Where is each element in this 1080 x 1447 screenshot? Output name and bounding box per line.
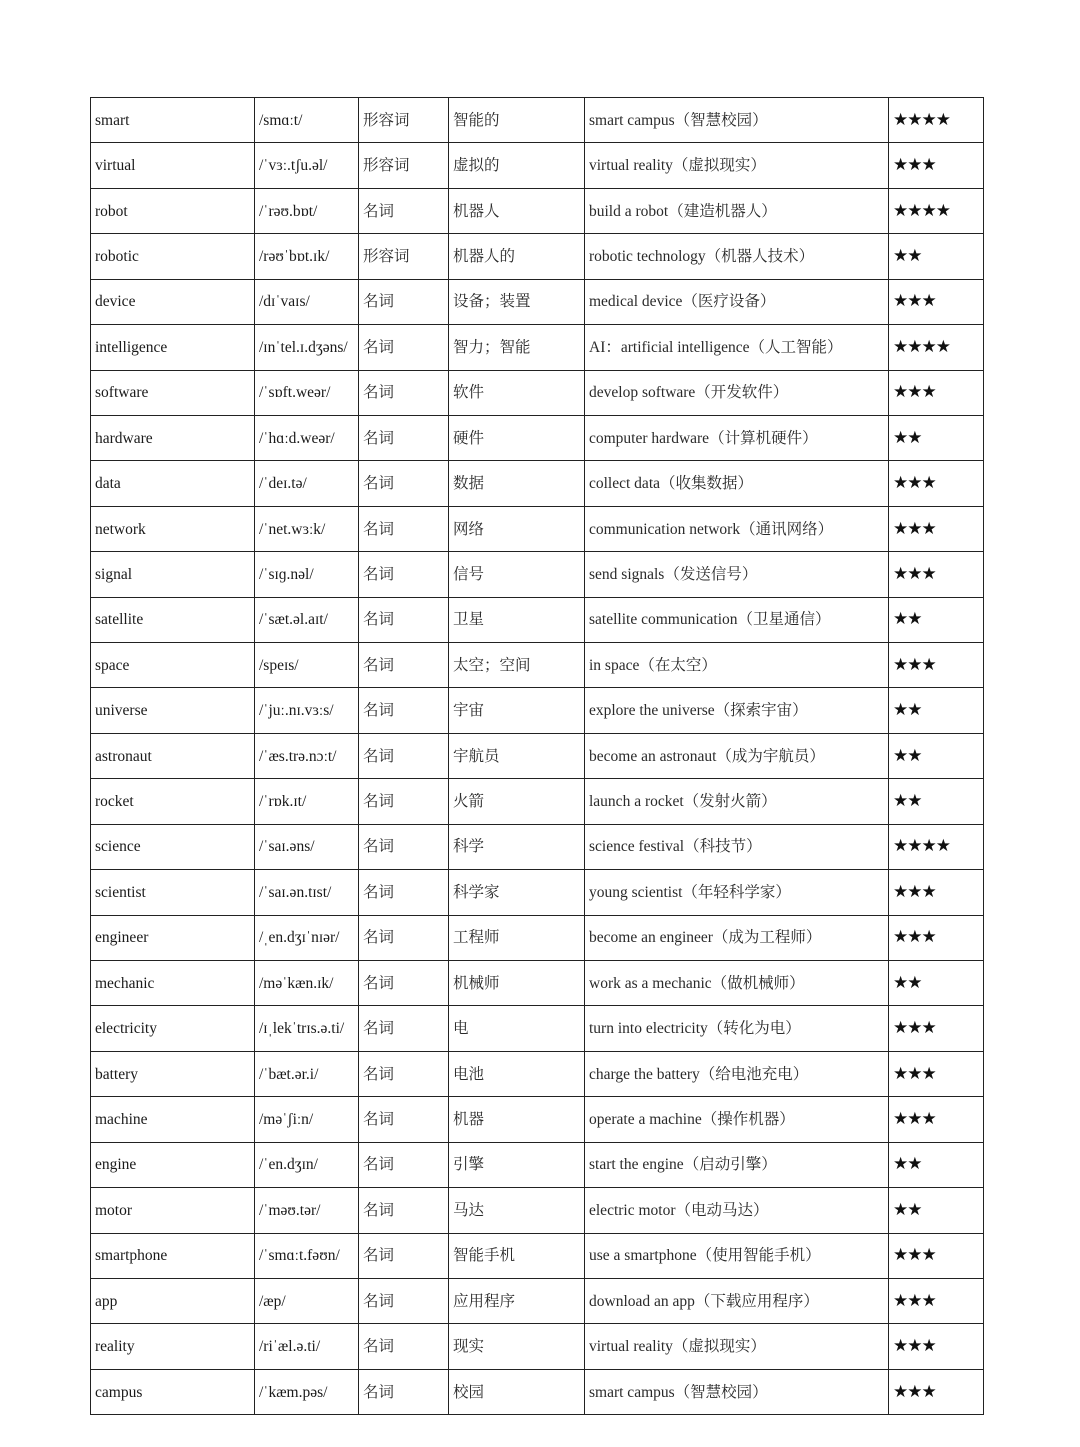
phonetic-cell: /ˈrɒk.ɪt/ (255, 779, 359, 824)
word-cell: electricity (91, 1006, 255, 1051)
table-row (91, 1097, 984, 1142)
phonetic-cell: /ˈsæt.əl.aɪt/ (255, 597, 359, 642)
word-cell: campus (91, 1369, 255, 1414)
phrase-cell: virtual reality（虚拟现实） (585, 143, 889, 188)
part-of-speech-cell: 名词 (359, 870, 449, 915)
phrase-cell: young scientist（年轻科学家） (585, 870, 889, 915)
phonetic-cell: /ˈsmɑːt.fəʊn/ (255, 1233, 359, 1278)
phrase-cell: in space（在太空） (585, 643, 889, 688)
meaning-cell: 软件 (449, 370, 585, 415)
meaning-cell: 科学 (449, 824, 585, 869)
phonetic-cell: /dɪˈvaɪs/ (255, 279, 359, 324)
part-of-speech-cell: 名词 (359, 370, 449, 415)
word-cell: scientist (91, 870, 255, 915)
table-row (91, 1369, 984, 1414)
phonetic-cell: /ˈen.dʒɪn/ (255, 1142, 359, 1187)
meaning-cell: 设备；装置 (449, 279, 585, 324)
phrase-cell: smart campus（智慧校园） (585, 1369, 889, 1414)
table-row (91, 961, 984, 1006)
table-row (91, 415, 984, 460)
meaning-cell: 信号 (449, 552, 585, 597)
phrase-cell: build a robot（建造机器人） (585, 188, 889, 233)
meaning-cell: 机器 (449, 1097, 585, 1142)
meaning-cell: 太空；空间 (449, 643, 585, 688)
meaning-cell: 智能的 (449, 98, 585, 143)
word-cell: data (91, 461, 255, 506)
phrase-cell: start the engine（启动引擎） (585, 1142, 889, 1187)
rating-stars-cell: ★★★ (889, 370, 984, 415)
part-of-speech-cell: 名词 (359, 643, 449, 688)
table-row (91, 1233, 984, 1278)
word-cell: astronaut (91, 733, 255, 778)
phrase-cell: use a smartphone（使用智能手机） (585, 1233, 889, 1278)
table-row (91, 143, 984, 188)
phrase-cell: operate a machine（操作机器） (585, 1097, 889, 1142)
part-of-speech-cell: 名词 (359, 279, 449, 324)
meaning-cell: 马达 (449, 1188, 585, 1233)
rating-stars-cell: ★★ (889, 688, 984, 733)
meaning-cell: 引擎 (449, 1142, 585, 1187)
word-cell: software (91, 370, 255, 415)
phrase-cell: download an app（下载应用程序） (585, 1278, 889, 1323)
part-of-speech-cell: 名词 (359, 1233, 449, 1278)
rating-stars-cell: ★★ (889, 779, 984, 824)
phonetic-cell: /ˈsaɪ.ən.tɪst/ (255, 870, 359, 915)
phrase-cell: develop software（开发软件） (585, 370, 889, 415)
part-of-speech-cell: 名词 (359, 461, 449, 506)
phrase-cell: robotic technology（机器人技术） (585, 234, 889, 279)
part-of-speech-cell: 名词 (359, 1142, 449, 1187)
word-cell: battery (91, 1051, 255, 1096)
rating-stars-cell: ★★★★ (889, 188, 984, 233)
meaning-cell: 网络 (449, 506, 585, 551)
word-cell: intelligence (91, 325, 255, 370)
phonetic-cell: /ˈjuː.nɪ.vɜːs/ (255, 688, 359, 733)
meaning-cell: 电池 (449, 1051, 585, 1096)
word-cell: smart (91, 98, 255, 143)
table-row (91, 597, 984, 642)
phonetic-cell: /ˈbæt.ər.i/ (255, 1051, 359, 1096)
table-row (91, 370, 984, 415)
phrase-cell: satellite communication（卫星通信） (585, 597, 889, 642)
phonetic-cell: /ɪnˈtel.ɪ.dʒəns/ (255, 325, 359, 370)
part-of-speech-cell: 名词 (359, 1051, 449, 1096)
meaning-cell: 虚拟的 (449, 143, 585, 188)
phonetic-cell: /æp/ (255, 1278, 359, 1323)
part-of-speech-cell: 名词 (359, 597, 449, 642)
rating-stars-cell: ★★ (889, 1142, 984, 1187)
word-cell: mechanic (91, 961, 255, 1006)
table-row (91, 733, 984, 778)
word-cell: robotic (91, 234, 255, 279)
phonetic-cell: /ˈvɜː.tʃu.əl/ (255, 143, 359, 188)
phonetic-cell: /ˈæs.trə.nɔːt/ (255, 733, 359, 778)
part-of-speech-cell: 名词 (359, 1369, 449, 1414)
part-of-speech-cell: 名词 (359, 961, 449, 1006)
phonetic-cell: /ˈkæm.pəs/ (255, 1369, 359, 1414)
table-row (91, 1051, 984, 1096)
word-cell: smartphone (91, 1233, 255, 1278)
rating-stars-cell: ★★★ (889, 1369, 984, 1414)
vocabulary-table-body (91, 98, 984, 1415)
meaning-cell: 智力；智能 (449, 325, 585, 370)
meaning-cell: 现实 (449, 1324, 585, 1369)
rating-stars-cell: ★★★★ (889, 325, 984, 370)
phonetic-cell: /ˈdeɪ.tə/ (255, 461, 359, 506)
part-of-speech-cell: 形容词 (359, 98, 449, 143)
rating-stars-cell: ★★★ (889, 1097, 984, 1142)
rating-stars-cell: ★★★★ (889, 824, 984, 869)
word-cell: universe (91, 688, 255, 733)
table-row (91, 552, 984, 597)
part-of-speech-cell: 名词 (359, 1006, 449, 1051)
word-cell: machine (91, 1097, 255, 1142)
phonetic-cell: /riˈæl.ə.ti/ (255, 1324, 359, 1369)
rating-stars-cell: ★★★ (889, 915, 984, 960)
part-of-speech-cell: 名词 (359, 1278, 449, 1323)
phrase-cell: explore the universe（探索宇宙） (585, 688, 889, 733)
rating-stars-cell: ★★★★ (889, 98, 984, 143)
rating-stars-cell: ★★ (889, 733, 984, 778)
part-of-speech-cell: 名词 (359, 506, 449, 551)
meaning-cell: 电 (449, 1006, 585, 1051)
part-of-speech-cell: 名词 (359, 779, 449, 824)
rating-stars-cell: ★★★ (889, 643, 984, 688)
rating-stars-cell: ★★★ (889, 143, 984, 188)
part-of-speech-cell: 名词 (359, 1324, 449, 1369)
part-of-speech-cell: 名词 (359, 915, 449, 960)
table-row (91, 506, 984, 551)
part-of-speech-cell: 名词 (359, 1097, 449, 1142)
phonetic-cell: /ˈhɑːd.weər/ (255, 415, 359, 460)
word-cell: device (91, 279, 255, 324)
vocabulary-table (90, 97, 984, 1415)
meaning-cell: 宇宙 (449, 688, 585, 733)
meaning-cell: 机器人的 (449, 234, 585, 279)
table-row (91, 188, 984, 233)
phrase-cell: computer hardware（计算机硬件） (585, 415, 889, 460)
rating-stars-cell: ★★ (889, 1188, 984, 1233)
part-of-speech-cell: 名词 (359, 415, 449, 460)
part-of-speech-cell: 名词 (359, 824, 449, 869)
rating-stars-cell: ★★★ (889, 552, 984, 597)
phonetic-cell: /ˌen.dʒɪˈnɪər/ (255, 915, 359, 960)
phrase-cell: become an astronaut（成为宇航员） (585, 733, 889, 778)
word-cell: network (91, 506, 255, 551)
part-of-speech-cell: 名词 (359, 188, 449, 233)
part-of-speech-cell: 名词 (359, 552, 449, 597)
phonetic-cell: /ˈsɒft.weər/ (255, 370, 359, 415)
meaning-cell: 工程师 (449, 915, 585, 960)
phrase-cell: charge the battery（给电池充电） (585, 1051, 889, 1096)
phrase-cell: send signals（发送信号） (585, 552, 889, 597)
table-row (91, 1188, 984, 1233)
meaning-cell: 机器人 (449, 188, 585, 233)
phrase-cell: communication network（通讯网络） (585, 506, 889, 551)
rating-stars-cell: ★★★ (889, 279, 984, 324)
rating-stars-cell: ★★★ (889, 1278, 984, 1323)
phonetic-cell: /ˈsaɪ.əns/ (255, 824, 359, 869)
meaning-cell: 数据 (449, 461, 585, 506)
rating-stars-cell: ★★★ (889, 1324, 984, 1369)
rating-stars-cell: ★★★ (889, 1233, 984, 1278)
phonetic-cell: /speɪs/ (255, 643, 359, 688)
table-row (91, 643, 984, 688)
meaning-cell: 硬件 (449, 415, 585, 460)
table-row (91, 1278, 984, 1323)
rating-stars-cell: ★★ (889, 961, 984, 1006)
table-row (91, 461, 984, 506)
table-row (91, 325, 984, 370)
rating-stars-cell: ★★★ (889, 1006, 984, 1051)
word-cell: rocket (91, 779, 255, 824)
rating-stars-cell: ★★★ (889, 461, 984, 506)
phrase-cell: electric motor（电动马达） (585, 1188, 889, 1233)
table-row (91, 688, 984, 733)
phrase-cell: become an engineer（成为工程师） (585, 915, 889, 960)
table-row (91, 870, 984, 915)
phonetic-cell: /smɑːt/ (255, 98, 359, 143)
part-of-speech-cell: 形容词 (359, 234, 449, 279)
phonetic-cell: /məˈʃiːn/ (255, 1097, 359, 1142)
phrase-cell: smart campus（智慧校园） (585, 98, 889, 143)
word-cell: robot (91, 188, 255, 233)
meaning-cell: 应用程序 (449, 1278, 585, 1323)
meaning-cell: 火箭 (449, 779, 585, 824)
meaning-cell: 校园 (449, 1369, 585, 1414)
rating-stars-cell: ★★★ (889, 870, 984, 915)
phonetic-cell: /ˈnet.wɜːk/ (255, 506, 359, 551)
word-cell: motor (91, 1188, 255, 1233)
table-row (91, 279, 984, 324)
table-row (91, 98, 984, 143)
meaning-cell: 科学家 (449, 870, 585, 915)
word-cell: signal (91, 552, 255, 597)
phonetic-cell: /ˈrəʊ.bɒt/ (255, 188, 359, 233)
table-row (91, 1006, 984, 1051)
word-cell: hardware (91, 415, 255, 460)
word-cell: science (91, 824, 255, 869)
phonetic-cell: /rəʊˈbɒt.ɪk/ (255, 234, 359, 279)
part-of-speech-cell: 名词 (359, 733, 449, 778)
table-row (91, 1324, 984, 1369)
phonetic-cell: /məˈkæn.ɪk/ (255, 961, 359, 1006)
meaning-cell: 智能手机 (449, 1233, 585, 1278)
phonetic-cell: /ˈməʊ.tər/ (255, 1188, 359, 1233)
phonetic-cell: /ɪˌlekˈtrɪs.ə.ti/ (255, 1006, 359, 1051)
table-row (91, 824, 984, 869)
word-cell: virtual (91, 143, 255, 188)
word-cell: reality (91, 1324, 255, 1369)
table-row (91, 1142, 984, 1187)
phrase-cell: launch a rocket（发射火箭） (585, 779, 889, 824)
phrase-cell: virtual reality（虚拟现实） (585, 1324, 889, 1369)
rating-stars-cell: ★★★ (889, 506, 984, 551)
rating-stars-cell: ★★ (889, 415, 984, 460)
part-of-speech-cell: 名词 (359, 325, 449, 370)
table-row (91, 779, 984, 824)
phrase-cell: turn into electricity（转化为电） (585, 1006, 889, 1051)
part-of-speech-cell: 形容词 (359, 143, 449, 188)
word-cell: space (91, 643, 255, 688)
table-row (91, 234, 984, 279)
phonetic-cell: /ˈsɪɡ.nəl/ (255, 552, 359, 597)
rating-stars-cell: ★★ (889, 234, 984, 279)
meaning-cell: 机械师 (449, 961, 585, 1006)
part-of-speech-cell: 名词 (359, 1188, 449, 1233)
phrase-cell: collect data（收集数据） (585, 461, 889, 506)
word-cell: engine (91, 1142, 255, 1187)
rating-stars-cell: ★★ (889, 597, 984, 642)
phrase-cell: medical device（医疗设备） (585, 279, 889, 324)
table-row (91, 915, 984, 960)
rating-stars-cell: ★★★ (889, 1051, 984, 1096)
phrase-cell: science festival（科技节） (585, 824, 889, 869)
word-cell: satellite (91, 597, 255, 642)
meaning-cell: 卫星 (449, 597, 585, 642)
part-of-speech-cell: 名词 (359, 688, 449, 733)
phrase-cell: work as a mechanic（做机械师） (585, 961, 889, 1006)
phrase-cell: AI：artificial intelligence（人工智能） (585, 325, 889, 370)
meaning-cell: 宇航员 (449, 733, 585, 778)
word-cell: app (91, 1278, 255, 1323)
word-cell: engineer (91, 915, 255, 960)
